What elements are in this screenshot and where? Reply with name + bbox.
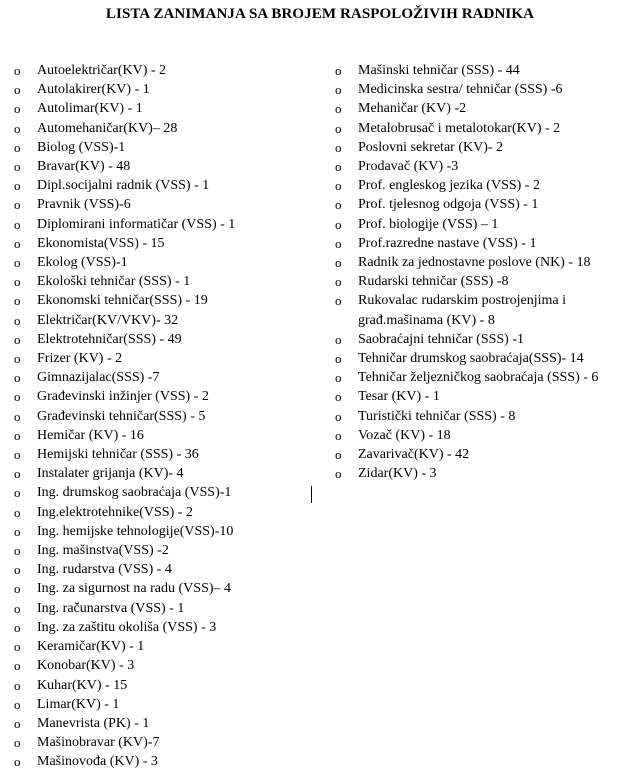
list-item (335, 195, 635, 214)
bullet-icon: o (14, 427, 21, 443)
list-item-text: Električar(KV/VKV)- 32 (37, 312, 179, 328)
list-item (14, 483, 314, 502)
list-item (335, 138, 635, 157)
list-item (14, 407, 314, 426)
list-item (14, 752, 314, 771)
list-item (14, 733, 314, 752)
list-item-text: Radnik za jednostavne poslove (NK) - 18 (358, 255, 591, 271)
list-item (14, 541, 314, 560)
bullet-icon: o (335, 274, 342, 290)
bullet-icon: o (335, 466, 342, 482)
list-item-text: Metalobrusač i metalotokar(KV) - 2 (358, 120, 561, 136)
bullet-icon: o (14, 677, 21, 693)
list-item (335, 291, 635, 329)
bullet-icon: o (14, 581, 21, 597)
list-item-text: Tehničar drumskog saobraćaja(SSS)- 14 (358, 351, 584, 367)
bullet-icon: o (335, 139, 342, 155)
bullet-icon: o (14, 178, 21, 194)
list-item-text: Tehničar željezničkog saobraćaja (SSS) - 6 (358, 370, 599, 386)
bullet-icon: o (14, 63, 21, 78)
list-item-text: Gimnazijalac(SSS) -7 (37, 370, 160, 386)
list-item-text: Ing. rudarstva (VSS) - 4 (37, 562, 172, 578)
list-item (14, 99, 314, 118)
bullet-icon: o (335, 331, 342, 347)
list-item (335, 234, 635, 253)
list-item-text: Ing.elektrotehnike(VSS) - 2 (37, 504, 193, 520)
bullet-icon: o (14, 639, 21, 655)
list-item (14, 80, 314, 99)
list-item-text: Ing. hemijske tehnologije(VSS)-10 (37, 523, 234, 539)
list-item-text: Autolakirer(KV) - 1 (37, 82, 150, 98)
list-item (335, 80, 635, 99)
bullet-icon: o (335, 370, 342, 386)
list-item (14, 291, 314, 310)
list-item (14, 368, 314, 387)
list-item (14, 272, 314, 291)
list-item (14, 330, 314, 349)
bullet-icon: o (14, 351, 21, 367)
list-item-text: Dipl.socijalni radnik (VSS) - 1 (37, 178, 210, 194)
list-item-text: Mehaničar (KV) -2 (358, 101, 467, 117)
occupation-list-left (14, 61, 314, 772)
bullet-icon: o (335, 427, 342, 443)
bullet-icon: o (335, 63, 342, 78)
bullet-icon: o (14, 696, 21, 712)
list-item-text: Ing. računarstva (VSS) - 1 (37, 600, 185, 616)
list-item-text: Ing. mašinstva(VSS) -2 (37, 543, 169, 559)
bullet-icon: o (14, 389, 21, 405)
list-item (335, 215, 635, 234)
bullet-icon: o (335, 82, 342, 98)
list-item-text: Građevinski inžinjer (VSS) - 2 (37, 389, 209, 405)
list-item (14, 464, 314, 483)
list-item (14, 195, 314, 214)
list-item (14, 579, 314, 598)
bullet-icon: o (335, 178, 342, 194)
list-item-text: Prof.razredne nastave (VSS) - 1 (358, 235, 537, 251)
list-item (335, 176, 635, 195)
list-item-text: Prof. engleskog jezika (VSS) - 2 (358, 178, 540, 194)
bullet-icon: o (14, 312, 21, 328)
list-item (335, 272, 635, 291)
bullet-icon: o (335, 235, 342, 251)
list-item (14, 637, 314, 656)
document-title: LISTA ZANIMANJA SA BROJEM RASPOLOŽIVIH RADNIKA (105, 6, 535, 22)
list-item-text: Limar(KV) - 1 (37, 696, 120, 712)
list-item-text: Kuhar(KV) - 15 (37, 677, 128, 693)
list-item-text: Ing. za zaštitu okoliša (VSS) - 3 (37, 619, 217, 635)
occupation-list-right (335, 61, 635, 483)
bullet-icon: o (14, 274, 21, 290)
list-item-text: Hemijski tehničar (SSS) - 36 (37, 447, 199, 463)
bullet-icon: o (14, 735, 21, 751)
list-item-text: Keramičar(KV) - 1 (37, 639, 145, 655)
list-item (335, 119, 635, 138)
list-item-text: Prof. biologije (VSS) – 1 (358, 216, 499, 232)
list-item (14, 253, 314, 272)
list-item (14, 157, 314, 176)
list-item (14, 349, 314, 368)
bullet-icon: o (335, 159, 342, 175)
list-item-text: Bravar(KV) - 48 (37, 159, 131, 175)
list-item-text: Ing. za sigurnost na radu (VSS)– 4 (37, 581, 232, 597)
list-item (14, 599, 314, 618)
list-item (14, 176, 314, 195)
list-item (335, 368, 635, 387)
list-item-text: Autoelektričar(KV) - 2 (37, 63, 167, 78)
list-item-text: Ekonomski tehničar(SSS) - 19 (37, 293, 208, 309)
list-item (14, 618, 314, 637)
list-item-text: Vozač (KV) - 18 (358, 427, 451, 443)
bullet-icon: o (14, 715, 21, 731)
list-item-text: Rukovalac rudarskim postrojenjima i (358, 293, 567, 309)
list-item-text: Manevrista (PK) - 1 (37, 715, 150, 731)
list-item (335, 330, 635, 349)
list-item (14, 714, 314, 733)
list-item (14, 61, 314, 80)
bullet-icon: o (14, 658, 21, 674)
list-item-text: Tesar (KV) - 1 (358, 389, 440, 405)
bullet-icon: o (335, 255, 342, 271)
list-item (14, 656, 314, 675)
list-item-text: Autolimar(KV) - 1 (37, 101, 143, 117)
list-item-text: Saobraćajni tehničar (SSS) -1 (358, 331, 525, 347)
list-item (14, 445, 314, 464)
list-item (14, 503, 314, 522)
list-item (14, 560, 314, 579)
list-item (14, 387, 314, 406)
list-item-text: Prodavač (KV) -3 (358, 159, 459, 175)
bullet-icon: o (335, 216, 342, 232)
list-item (335, 407, 635, 426)
bullet-icon: o (335, 408, 342, 424)
list-item-text: Mašinovođa (KV) - 3 (37, 754, 158, 770)
list-item-text: Medicinska sestra/ tehničar (SSS) -6 (358, 82, 563, 98)
bullet-icon: o (14, 197, 21, 213)
list-item-text: Građevinski tehničar(SSS) - 5 (37, 408, 206, 424)
list-item (335, 464, 635, 483)
list-item-text: Turistički tehničar (SSS) - 8 (358, 408, 516, 424)
bullet-icon: o (14, 216, 21, 232)
bullet-icon: o (14, 82, 21, 98)
list-item-text: Mašinobravar (KV)-7 (37, 735, 160, 751)
bullet-icon: o (14, 504, 21, 520)
bullet-icon: o (14, 600, 21, 616)
list-item-text: Poslovni sekretar (KV)- 2 (358, 139, 504, 155)
list-item (14, 215, 314, 234)
bullet-icon: o (14, 331, 21, 347)
list-item-text: Konobar(KV) - 3 (37, 658, 135, 674)
list-item-text: Ekolog (VSS)-1 (37, 255, 128, 271)
bullet-icon: o (14, 255, 21, 271)
list-item-text: Frizer (KV) - 2 (37, 351, 123, 367)
list-item (335, 445, 635, 464)
list-item (14, 234, 314, 253)
list-item (335, 387, 635, 406)
list-item-text: Hemičar (KV) - 16 (37, 427, 144, 443)
bullet-icon: o (14, 543, 21, 559)
bullet-icon: o (335, 389, 342, 405)
list-item-text: Ekološki tehničar (SSS) - 1 (37, 274, 191, 290)
bullet-icon: o (14, 754, 21, 770)
bullet-icon: o (14, 120, 21, 136)
list-item-text: Automehaničar(KV)– 28 (37, 120, 178, 136)
bullet-icon: o (14, 293, 21, 309)
list-item-text: Ing. drumskog saobraćaja (VSS)-1 (37, 485, 232, 501)
bullet-icon: o (335, 447, 342, 463)
bullet-icon: o (14, 370, 21, 386)
list-item-text: Zidar(KV) - 3 (358, 466, 437, 482)
bullet-icon: o (335, 101, 342, 117)
list-item-text: Pravnik (VSS)-6 (37, 197, 131, 213)
list-item (335, 349, 635, 368)
list-item-text: Prof. tjelesnog odgoja (VSS) - 1 (358, 197, 539, 213)
list-item (335, 426, 635, 445)
list-item (14, 311, 314, 330)
list-item-text: Elektrotehničar(SSS) - 49 (37, 331, 182, 347)
bullet-icon: o (14, 101, 21, 117)
list-item (14, 426, 314, 445)
bullet-icon: o (14, 485, 21, 501)
bullet-icon: o (14, 466, 21, 482)
list-item-text: Ekonomista(VSS) - 15 (37, 235, 165, 251)
list-item (14, 119, 314, 138)
list-item-text: Mašinski tehničar (SSS) - 44 (358, 63, 520, 78)
bullet-icon: o (14, 139, 21, 155)
bullet-icon: o (14, 159, 21, 175)
bullet-icon: o (14, 235, 21, 251)
list-item (14, 522, 314, 541)
bullet-icon: o (335, 120, 342, 136)
list-item-text: Biolog (VSS)-1 (37, 139, 126, 155)
bullet-icon: o (14, 562, 21, 578)
list-item (335, 157, 635, 176)
list-item (335, 61, 635, 80)
list-item (335, 253, 635, 272)
bullet-icon: o (14, 523, 21, 539)
bullet-icon: o (335, 197, 342, 213)
bullet-icon: o (335, 293, 342, 309)
list-item (14, 676, 314, 695)
bullet-icon: o (14, 408, 21, 424)
list-item (335, 99, 635, 118)
list-item (14, 138, 314, 157)
text-cursor (311, 486, 312, 503)
list-item-text-continued: građ.mašinama (KV) - 8 (358, 312, 495, 328)
list-item-text: Diplomirani informatičar (VSS) - 1 (37, 216, 236, 232)
bullet-icon: o (335, 351, 342, 367)
list-item-text: Zavarivač(KV) - 42 (358, 447, 470, 463)
list-item (14, 695, 314, 714)
bullet-icon: o (14, 447, 21, 463)
bullet-icon: o (14, 619, 21, 635)
list-item-text: Rudarski tehničar (SSS) -8 (358, 274, 509, 290)
list-item-text: Instalater grijanja (KV)- 4 (37, 466, 184, 482)
